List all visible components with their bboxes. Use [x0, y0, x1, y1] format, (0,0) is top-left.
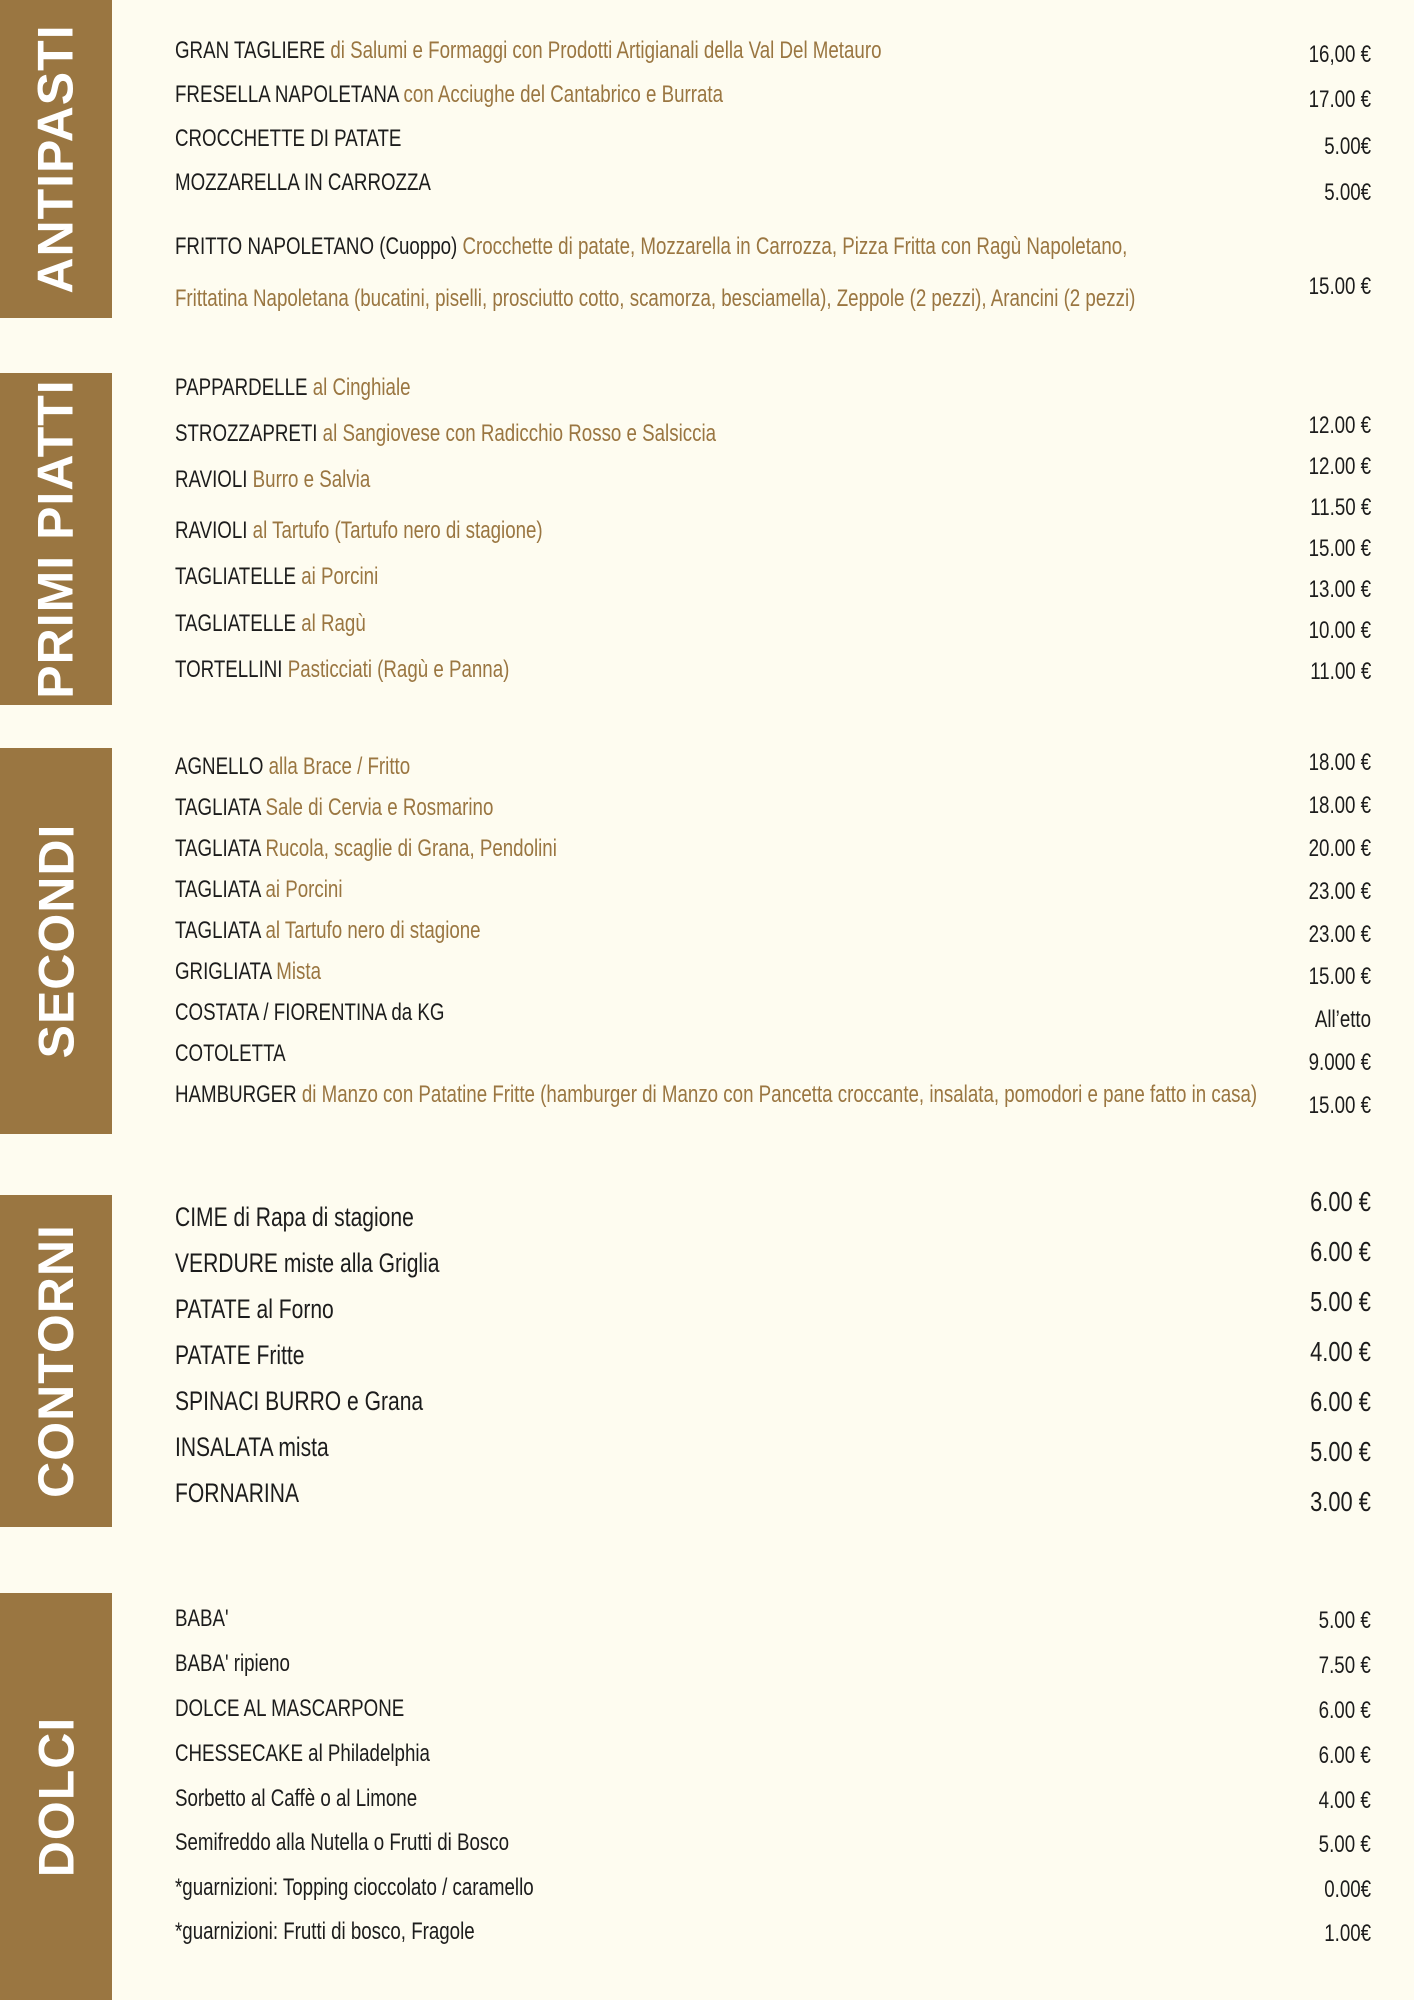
section-tab-contorni — [0, 1195, 112, 1527]
price: 18.00 € — [1308, 792, 1371, 819]
menu-item: INSALATA mista — [175, 1432, 329, 1462]
price: 15.00 € — [1308, 273, 1371, 300]
section-title-antipasti: ANTIPASTI — [28, 24, 84, 294]
price: 10.00 € — [1308, 617, 1371, 644]
price: 13.00 € — [1308, 576, 1371, 603]
menu-item: HAMBURGER di Manzo con Patatine Fritte (hamburger di Manzo con Pancetta croccante, insalata, pomodori e pane fatto in casa) — [175, 1081, 1258, 1108]
menu-item: FRESELLA NAPOLETANA con Acciughe del Cantabrico e Burrata — [175, 81, 724, 108]
menu-item: TAGLIATA Rucola, scaglie di Grana, Pendolini — [175, 835, 557, 862]
section-tab-secondi — [0, 748, 112, 1134]
menu-item: DOLCE AL MASCARPONE — [175, 1695, 405, 1722]
menu-item: STROZZAPRETI al Sangiovese con Radicchio Rosso e Salsiccia — [175, 420, 717, 447]
section-tab-antipasti — [0, 0, 112, 318]
price: 6.00 € — [1318, 1742, 1371, 1769]
section-tab-primi — [0, 373, 112, 705]
price: 17.00 € — [1308, 86, 1371, 113]
price: 5.00€ — [1324, 133, 1371, 160]
price: 5.00€ — [1324, 179, 1371, 206]
section-title-contorni: CONTORNI — [28, 1224, 84, 1498]
price: 9.000 € — [1308, 1049, 1371, 1076]
menu-item: GRIGLIATA Mista — [175, 958, 321, 985]
price: 5.00 € — [1318, 1607, 1371, 1634]
price: 4.00 € — [1310, 1336, 1371, 1367]
menu-item: MOZZARELLA IN CARROZZA — [175, 169, 431, 196]
price: 5.00 € — [1318, 1831, 1371, 1858]
menu-item: TORTELLINI Pasticciati (Ragù e Panna) — [175, 656, 510, 683]
section-tab-dolci — [0, 1593, 112, 2000]
menu-item: Frittatina Napoletana (bucatini, piselli, prosciutto cotto, scamorza, besciamella), Zeppole (2 pezzi), Arancini (2 pezzi) — [175, 285, 1136, 312]
price: 11.50 € — [1309, 494, 1371, 521]
menu-item: TAGLIATA Sale di Cervia e Rosmarino — [175, 794, 494, 821]
menu-item: TAGLIATA al Tartufo nero di stagione — [175, 917, 481, 944]
price: 15.00 € — [1308, 963, 1371, 990]
menu-item: GRAN TAGLIERE di Salumi e Formaggi con Prodotti Artigianali della Val Del Metauro — [175, 37, 882, 64]
menu-item: Semifreddo alla Nutella o Frutti di Bosco — [175, 1829, 509, 1856]
menu-item: COTOLETTA — [175, 1040, 286, 1067]
price: 0.00€ — [1324, 1876, 1371, 1903]
price: 23.00 € — [1308, 878, 1371, 905]
price: 15.00 € — [1308, 535, 1371, 562]
menu-item: AGNELLO alla Brace / Fritto — [175, 753, 411, 780]
menu-item: FORNARINA — [175, 1478, 300, 1508]
price: 7.50 € — [1318, 1652, 1371, 1679]
price: 6.00 € — [1310, 1186, 1371, 1217]
menu-item: BABA' — [175, 1605, 229, 1632]
section-title-dolci: DOLCI — [28, 1716, 85, 1877]
menu-item: *guarnizioni: Frutti di bosco, Fragole — [175, 1918, 475, 1945]
section-title-primi: PRIMI PIATTI — [28, 379, 84, 699]
menu-item: CHESSECAKE al Philadelphia — [175, 1740, 430, 1767]
menu-item: COSTATA / FIORENTINA da KG — [175, 999, 445, 1026]
price: 6.00 € — [1310, 1236, 1371, 1267]
price: 18.00 € — [1308, 749, 1371, 776]
price: 6.00 € — [1318, 1697, 1371, 1724]
menu-item: PATATE Fritte — [175, 1340, 305, 1370]
price: 11.00 € — [1309, 658, 1371, 685]
price: 20.00 € — [1308, 835, 1371, 862]
price: 5.00 € — [1310, 1436, 1371, 1467]
price: 12.00 € — [1308, 412, 1371, 439]
price: 1.00€ — [1324, 1920, 1371, 1947]
menu-item: PAPPARDELLE al Cinghiale — [175, 374, 411, 401]
menu-item: TAGLIATA ai Porcini — [175, 876, 343, 903]
price: 12.00 € — [1308, 453, 1371, 480]
menu-item: CIME di Rapa di stagione — [175, 1202, 414, 1232]
menu-item: CROCCHETTE DI PATATE — [175, 125, 402, 152]
price: 3.00 € — [1310, 1486, 1371, 1517]
menu-item: PATATE al Forno — [175, 1294, 334, 1324]
menu-item: VERDURE miste alla Griglia — [175, 1248, 440, 1278]
menu-item: RAVIOLI Burro e Salvia — [175, 466, 371, 493]
menu-item: Sorbetto al Caffè o al Limone — [175, 1785, 418, 1812]
section-title-secondi: SECONDI — [28, 823, 84, 1059]
price: 4.00 € — [1318, 1787, 1371, 1814]
menu-item: FRITTO NAPOLETANO (Cuoppo) Crocchette di patate, Mozzarella in Carrozza, Pizza Fritta con Ragù Napoletano, — [175, 233, 1128, 260]
price: 23.00 € — [1308, 921, 1371, 948]
menu-item: BABA' ripieno — [175, 1650, 290, 1677]
price: 5.00 € — [1310, 1286, 1371, 1317]
menu-item: TAGLIATELLE ai Porcini — [175, 563, 379, 590]
price: 6.00 € — [1310, 1386, 1371, 1417]
menu-item: RAVIOLI al Tartufo (Tartufo nero di stagione) — [175, 517, 543, 544]
menu-item: TAGLIATELLE al Ragù — [175, 610, 366, 637]
price: All’etto — [1314, 1006, 1371, 1033]
price: 16,00 € — [1308, 41, 1371, 68]
price: 15.00 € — [1308, 1092, 1371, 1119]
menu-item: *guarnizioni: Topping cioccolato / caramello — [175, 1874, 534, 1901]
menu-item: SPINACI BURRO e Grana — [175, 1386, 424, 1416]
